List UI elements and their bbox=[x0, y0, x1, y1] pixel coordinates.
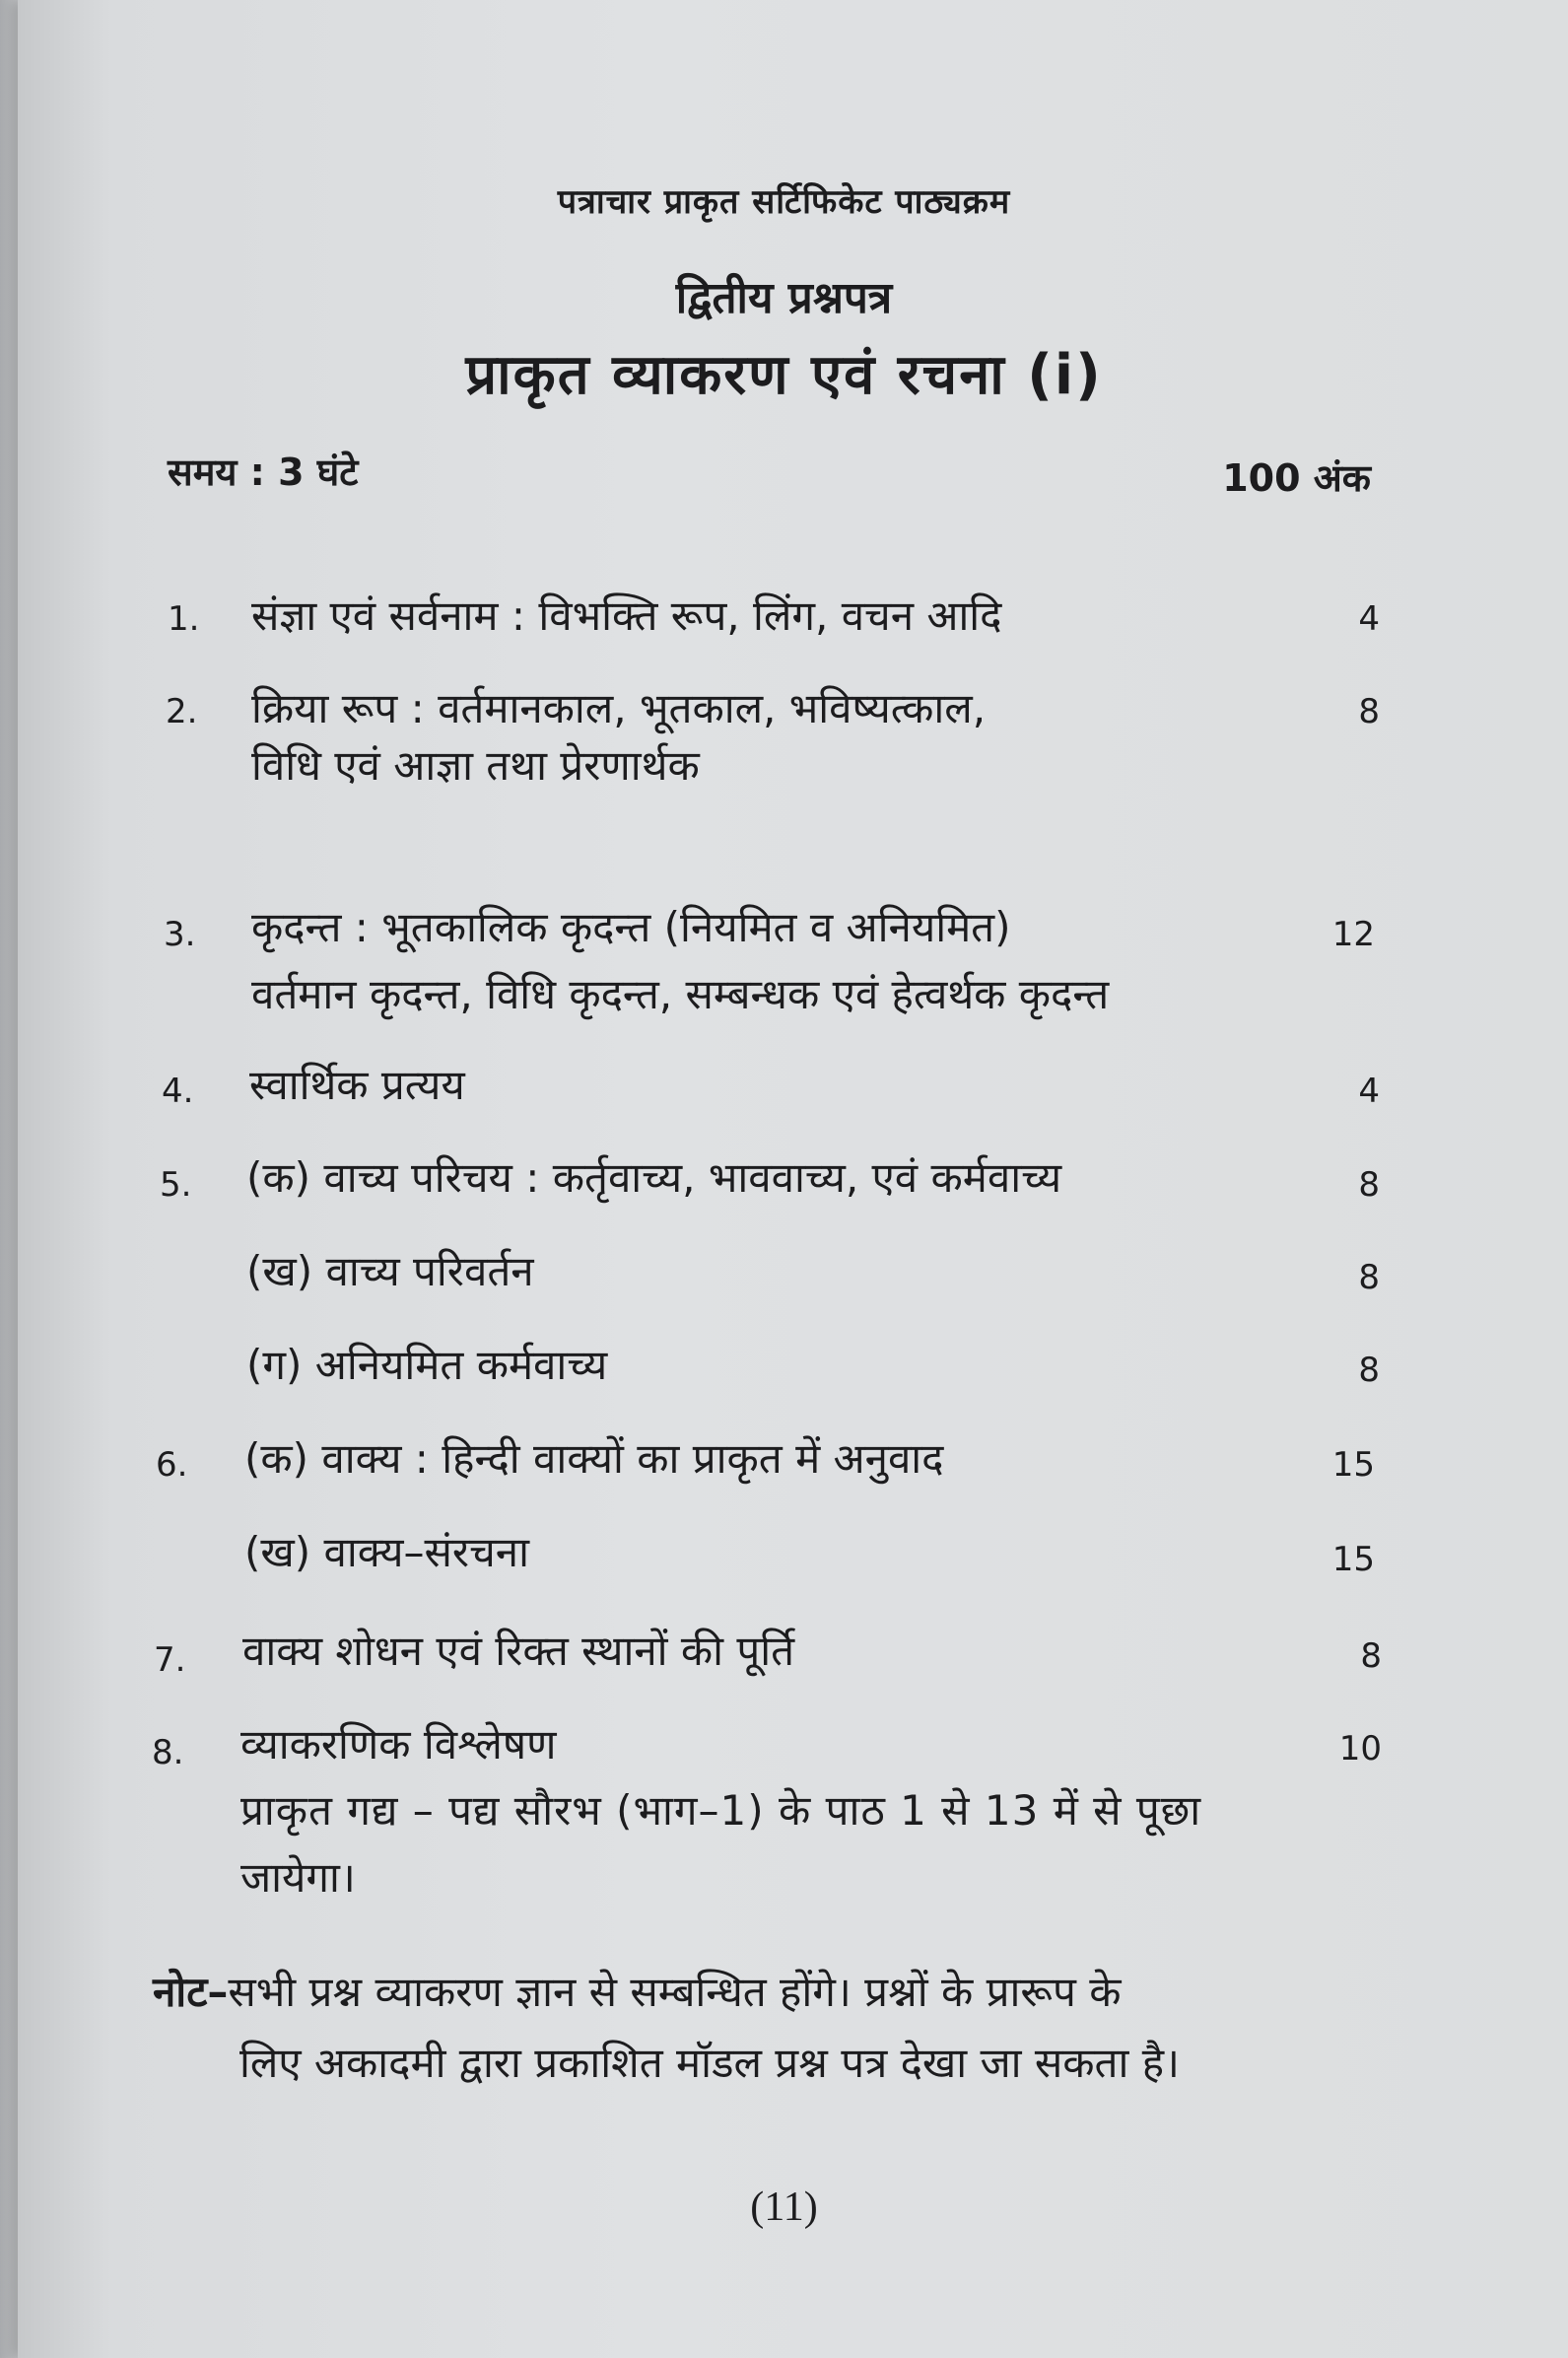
item-number: 7. bbox=[154, 1640, 186, 1680]
item-marks: 4 bbox=[1358, 599, 1380, 639]
item-marks: 8 bbox=[1358, 1351, 1380, 1390]
note-paragraph bbox=[153, 1957, 1395, 2099]
item-text: व्याकरणिक विश्लेषण bbox=[240, 1720, 557, 1768]
item-marks: 4 bbox=[1358, 1072, 1380, 1111]
item-number: 1. bbox=[168, 599, 200, 639]
item-text: (क) वाक्य : हिन्दी वाक्यों का प्राकृत में अनुवाद bbox=[244, 1434, 944, 1483]
item-text: (ख) वाक्य–संरचना bbox=[244, 1528, 529, 1576]
item-marks: 8 bbox=[1358, 1165, 1380, 1205]
item-text: (क) वाच्य परिचय : कर्तृवाच्य, भाववाच्य, एवं कर्मवाच्य bbox=[246, 1153, 1062, 1202]
paper-number-heading: द्वितीय प्रश्नपत्र bbox=[675, 273, 893, 323]
item-marks: 10 bbox=[1338, 1729, 1382, 1768]
item-marks: 8 bbox=[1358, 692, 1380, 731]
item-number: 2. bbox=[166, 692, 198, 731]
item-number: 8. bbox=[152, 1733, 184, 1772]
note-label: नोट– bbox=[153, 1968, 229, 2016]
item-text: कृदन्त : भूतकालिक कृदन्त (नियमित व अनियमित) bbox=[251, 903, 1011, 951]
item-marks: 12 bbox=[1331, 915, 1375, 954]
item-text: जायेगा। bbox=[240, 1853, 356, 1902]
item-marks: 8 bbox=[1360, 1636, 1382, 1676]
item-number: 6. bbox=[156, 1445, 188, 1485]
note-line-2: लिए अकादमी द्वारा प्रकाशित मॉडल प्रश्न पत्र देखा जा सकता है। bbox=[239, 2039, 1180, 2087]
exam-duration: समय : 3 घंटे bbox=[168, 451, 359, 494]
item-marks: 8 bbox=[1358, 1258, 1380, 1297]
item-text: क्रिया रूप : वर्तमानकाल, भूतकाल, भविष्यत्काल, bbox=[251, 684, 987, 732]
paper-title: प्राकृत व्याकरण एवं रचना (i) bbox=[465, 343, 1103, 407]
item-text: (ख) वाच्य परिवर्तन bbox=[246, 1247, 534, 1295]
item-text: वाक्य शोधन एवं रिक्त स्थानों की पूर्ति bbox=[242, 1627, 795, 1675]
item-text: प्राकृत गद्य – पद्य सौरभ (भाग–1) के पाठ 1 से 13 में से पूछा bbox=[240, 1786, 1202, 1835]
item-text: संज्ञा एवं सर्वनाम : विभक्ति रूप, लिंग, वचन आदि bbox=[251, 591, 1002, 640]
item-text: विधि एवं आज्ञा तथा प्रेरणार्थक bbox=[251, 741, 700, 790]
item-text: (ग) अनियमित कर्मवाच्य bbox=[246, 1341, 608, 1389]
item-marks: 15 bbox=[1331, 1540, 1375, 1579]
item-marks: 15 bbox=[1331, 1445, 1375, 1485]
item-number: 5. bbox=[160, 1165, 192, 1205]
item-text: वर्तमान कृदन्त, विधि कृदन्त, सम्बन्धक एवं हेत्वर्थक कृदन्त bbox=[251, 970, 1110, 1018]
item-number: 3. bbox=[164, 915, 196, 954]
course-series-heading: पत्राचार प्राकृत सर्टिफिकेट पाठ्यक्रम bbox=[557, 182, 1011, 222]
item-number: 4. bbox=[162, 1072, 194, 1111]
total-marks: 100 अंक bbox=[1222, 456, 1371, 500]
note-line-1: सभी प्रश्न व्याकरण ज्ञान से सम्बन्धित होंगे। प्रश्नों के प्रारूप के bbox=[228, 1968, 1122, 2016]
item-text: स्वार्थिक प्रत्यय bbox=[249, 1061, 465, 1109]
page-number: (11) bbox=[750, 2185, 818, 2230]
